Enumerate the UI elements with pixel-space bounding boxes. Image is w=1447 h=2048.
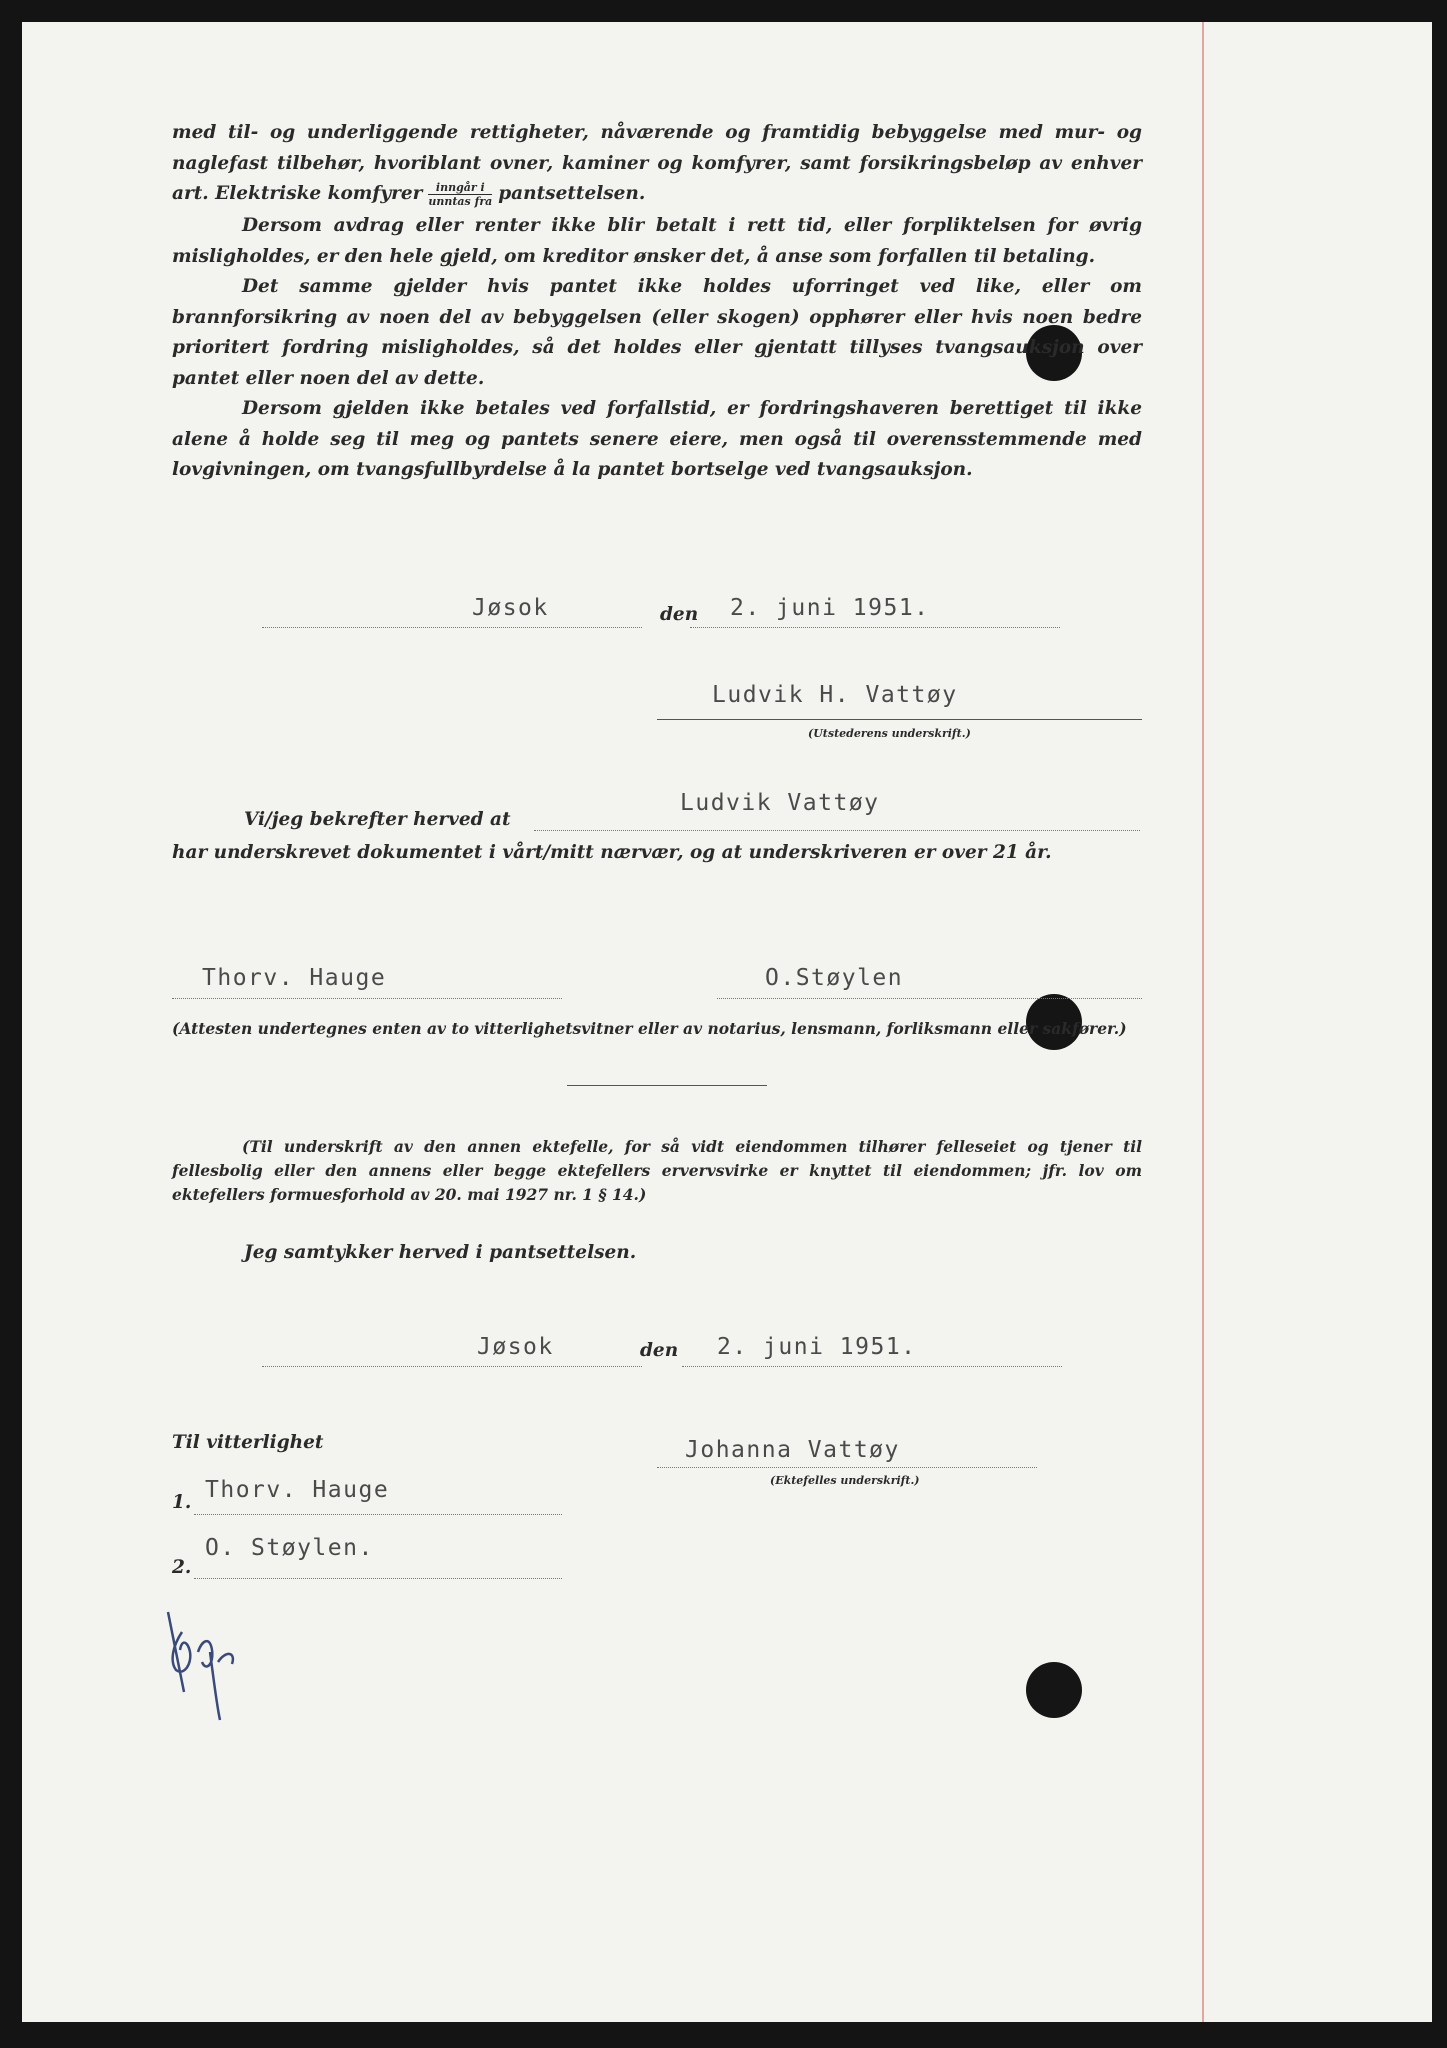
witness-b1-signature: Thorv. Hauge — [205, 1477, 390, 1503]
paragraph-default: Dersom avdrag eller renter ikke blir betalt i rett tid, eller forpliktelsen for øvrig misligholdes, er den hele gjeld, om kreditor ønsker det, å anse som forfallen til betaling. — [172, 215, 1142, 267]
punch-hole — [1026, 1662, 1082, 1718]
witness-2-signature: O.Støylen — [765, 965, 904, 991]
issuer-signature-line — [657, 719, 1142, 720]
den-label-1: den — [660, 604, 699, 625]
spouse-signature-line — [657, 1467, 1037, 1468]
date-1: 2. juni 1951. — [730, 595, 930, 621]
date-line-1 — [690, 627, 1060, 628]
attest-note: (Attesten undertegnes enten av to vitterlighetsvitner eller av notarius, lensmann, forliksmann eller sakfører.) — [172, 1019, 1127, 1038]
fraction-choice: $\frac{\text{inngår i}}{\text{unntas fra}}$ — [428, 180, 493, 208]
document-page — [22, 22, 1432, 2022]
place-1: Jøsok — [472, 595, 549, 621]
witness-number-2: 2. — [172, 1557, 192, 1578]
paragraph-deterioration: Det samme gjelder hvis pantet ikke holdes uforringet ved like, eller om brannforsikring av noen del av bebyggelsen (eller skogen) opphører eller hvis noen bedre prioritert fordring misligholdes, så det holdes eller gjentatt tillyses tvangsauksjon over pantet eller noen del av dette. — [172, 276, 1142, 389]
witness-title: Til vitterlighet — [172, 1432, 324, 1453]
margin-line — [1202, 22, 1204, 2022]
witness-b1-line — [194, 1514, 562, 1515]
handwritten-initials-mark — [162, 1592, 252, 1732]
confirmed-name: Ludvik Vattøy — [680, 790, 880, 816]
spouse-signature: Johanna Vattøy — [685, 1437, 900, 1463]
place-line-1 — [262, 627, 642, 628]
den-label-2: den — [640, 1340, 679, 1361]
date-2: 2. juni 1951. — [717, 1334, 917, 1360]
confirm-statement: har underskrevet dokumentet i vårt/mitt nærvær, og at underskriveren er over 21 år. — [172, 842, 1052, 863]
spouse-caption: (Ektefelles underskrift.) — [770, 1474, 920, 1487]
divider — [567, 1085, 767, 1086]
date-line-2 — [682, 1366, 1062, 1367]
paragraph-enforcement: Dersom gjelden ikke betales ved forfallstid, er fordringshaveren berettiget til ikke alene å holde seg til meg og pantets senere eiere, men også til overensstemmende med lovgivningen, om tvangsfullbyrdelse å la pantet bortselge ved tvangsauksjon. — [172, 398, 1142, 480]
witness-1-signature: Thorv. Hauge — [202, 965, 387, 991]
issuer-signature: Ludvik H. Vattøy — [712, 682, 958, 708]
witness-2-line — [717, 998, 1142, 999]
spouse-note: (Til underskrift av den annen ektefelle, for så vidt eiendommen tilhører felleseiet og tjener til fellesbolig eller den annens eller begge ektefellers ervervsvirke er knyttet til eiendommen; jfr. lov om ektefellers formuesforhold av 20. mai 1927 nr. 1 § 14.) — [172, 1137, 1142, 1204]
witness-b2-line — [194, 1578, 562, 1579]
confirm-label: Vi/jeg bekrefter herved at — [244, 809, 511, 830]
confirm-name-line — [534, 830, 1140, 831]
paragraph-property: med til- og underliggende rettigheter, nåværende og framtidig bebyggelse med mur- og naglefast tilbehør, hvoriblant ovner, kaminer og komfyrer, samt forsikringsbeløp av enhver art. Elektriske komfyrer $\frac{\text{inngår i}}{\text{unntas fra}}$ pantsettelsen. — [172, 122, 1142, 208]
issuer-caption: (Utstederens underskrift.) — [808, 727, 971, 740]
witness-1-line — [172, 998, 562, 999]
witness-number-1: 1. — [172, 1492, 192, 1513]
witness-b2-signature: O. Støylen. — [205, 1535, 374, 1561]
place-2: Jøsok — [477, 1334, 554, 1360]
consent-text: Jeg samtykker herved i pantsettelsen. — [244, 1242, 637, 1263]
place-line-2 — [262, 1366, 642, 1367]
